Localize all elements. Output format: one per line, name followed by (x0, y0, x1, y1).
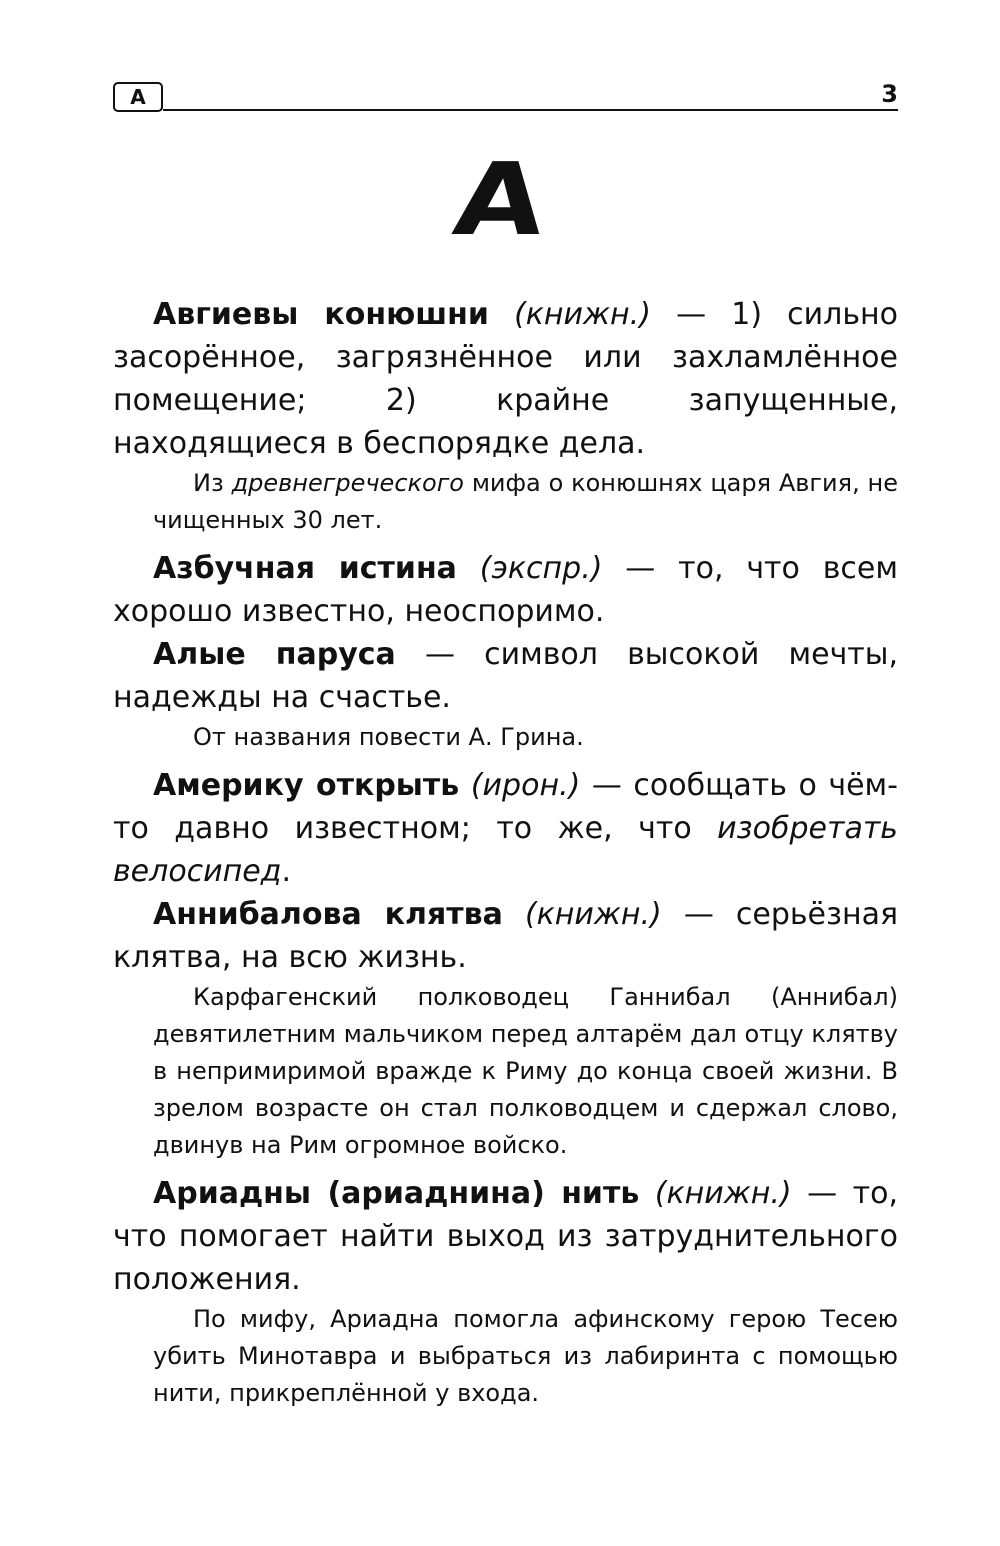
entry-note (113, 465, 898, 539)
entry-definition: — серьёзная клятва, на всю жизнь. (113, 897, 898, 975)
dictionary-content (113, 293, 898, 1420)
entry-definition: — то, что помогает найти выход из затруднительного положения. (113, 1176, 898, 1297)
entry-note: По мифу, Ариадна помогла афинскому герою Тесею убить Минотавра и выбраться из лабиринта с помощью нити, прикреплённой у входа. (153, 1305, 898, 1407)
page-number: 3 (881, 80, 898, 108)
entry-term: Азбучная истина (153, 551, 457, 586)
entry-usage-mark: (книжн.) (514, 297, 651, 332)
note-text: мифа о конюшнях царя Авгия, не чищенных 30 лет. (153, 469, 899, 534)
note-text: Из (193, 469, 232, 497)
header-rule (163, 109, 898, 111)
entry-definition-end: . (281, 854, 292, 889)
entry-definition: — 1) сильно засорённое, загрязнённое или захламлённое помещение; 2) крайне запущенные, находящиеся в беспорядке дела. (113, 297, 898, 461)
entry-usage-mark: (экспр.) (479, 551, 603, 586)
page-header (113, 80, 898, 116)
entry-ariadny-nit (113, 1172, 898, 1301)
entry-ameriku-otkryt (113, 764, 898, 893)
entry-definition: — то, что всем хорошо известно, неоспоримо. (113, 551, 898, 629)
entry-usage-mark: (ирон.) (470, 768, 581, 803)
section-letter-tab: А (113, 82, 163, 112)
entry-term: Америку открыть (153, 768, 460, 803)
entry-annibalova-klyatva (113, 893, 898, 979)
note-italic: древнегреческого (231, 469, 464, 497)
entry-avgievy-konyushni (113, 293, 898, 465)
entry-note: От названия повести А. Грина. (193, 723, 584, 751)
entry-usage-mark: (книжн.) (654, 1176, 792, 1211)
entry-note: Карфагенский полководец Ганнибал (Аннибал) девятилетним мальчиком перед алтарём дал отцу клятву в непримиримой вражде к Риму до конца своей жизни. В зрелом возрасте он стал полководцем и сдержал слово, двинув на Рим огромное войско. (153, 983, 898, 1159)
entry-definition-italic: изобретать велосипед (113, 811, 898, 889)
entry-definition: — сообщать о чём-то давно известном; то же, что (113, 768, 898, 846)
entry-definition: — символ высокой мечты, надежды на счастье. (113, 637, 898, 715)
entry-term: Авгиевы конюшни (153, 297, 489, 332)
entry-term: Ариадны (ариаднина) нить (153, 1176, 640, 1211)
entry-azbuchnaya-istina (113, 547, 898, 633)
entry-term: Аннибалова клятва (153, 897, 503, 932)
entry-usage-mark: (книжн.) (524, 897, 662, 932)
entry-alye-parusa (113, 633, 898, 719)
section-heading-letter: А (447, 141, 553, 258)
entry-term: Алые паруса (153, 637, 396, 672)
